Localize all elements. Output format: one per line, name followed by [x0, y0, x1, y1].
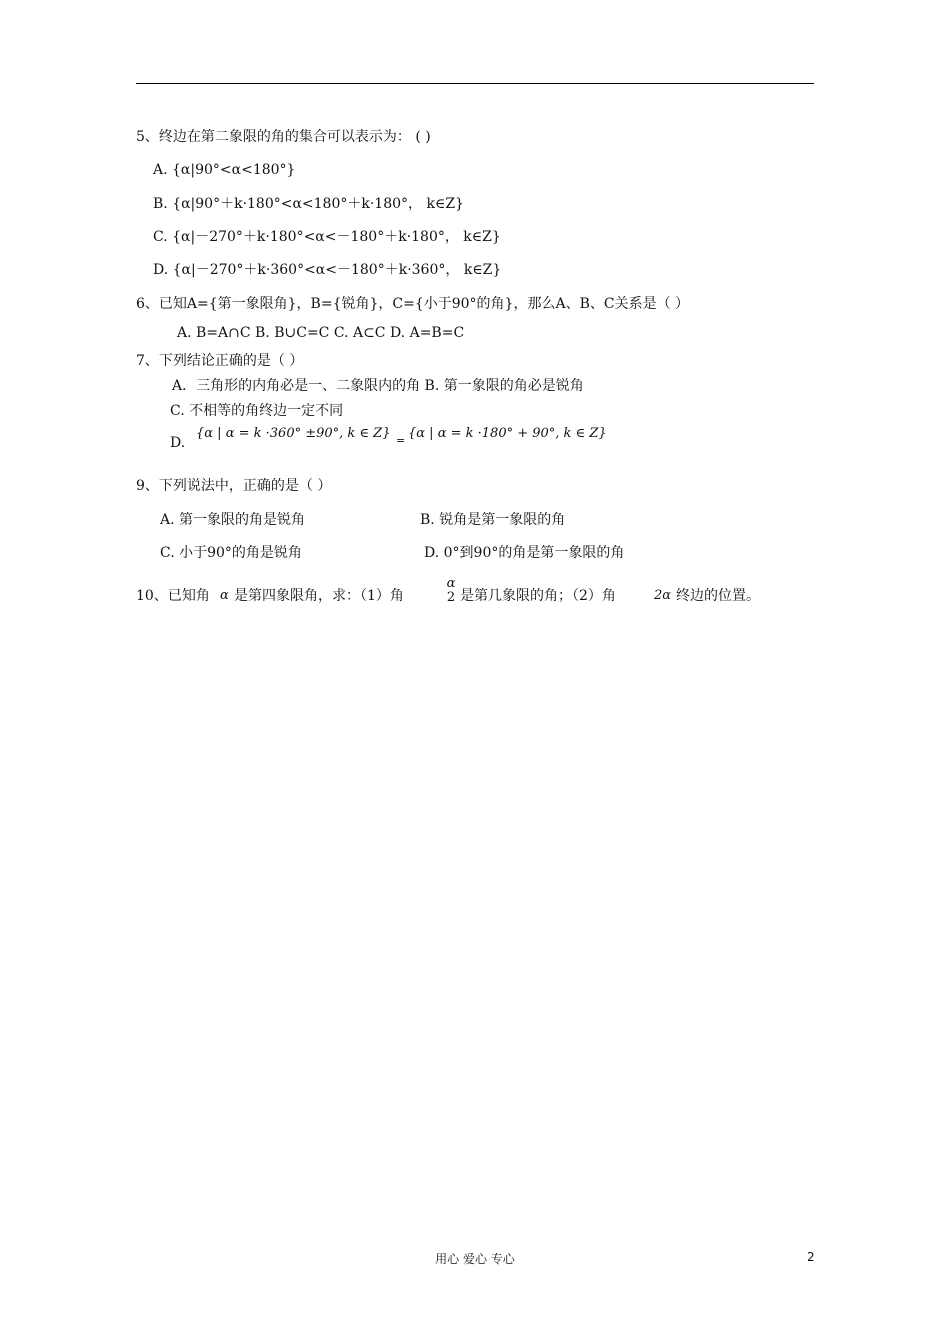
question-5-option-c: C. {α|－270°＋k·180°<α<－180°＋k·180°， k∈Z} — [153, 229, 501, 245]
question-9-option-b: B. 锐角是第一象限的角 — [420, 512, 566, 528]
question-7-option-d-left-set: {α | α = k ·360° ±90°, k ∈ Z} — [196, 426, 391, 441]
question-5-option-a: A. {α|90°<α<180°} — [153, 162, 296, 178]
page-footer: 用心 爱心 专心 — [435, 1252, 515, 1266]
header-rule — [136, 83, 814, 84]
question-5-option-b: B. {α|90°＋k·180°<α<180°＋k·180°， k∈Z} — [153, 196, 464, 212]
question-10-text-part2: 是第四象限角，求：（1）角 — [234, 588, 404, 604]
question-6-stem: 6、已知A={第一象限角}，B={锐角}，C={小于90°的角}，那么A、B、C关系是（ ） — [136, 296, 690, 312]
question-7-option-d-label: D. — [170, 435, 186, 451]
question-6-options: A. B=A∩C B. B∪C=C C. A⊂C D. A=B=C — [177, 325, 465, 341]
question-7-option-ab: A．三角形的内角必是一、二象限内的角 B. 第一象限的角必是锐角 — [172, 378, 584, 394]
question-10-two-alpha: 2α — [654, 588, 672, 603]
question-7-option-d-equals: = — [396, 434, 406, 447]
question-9-option-d: D. 0°到90°的角是第一象限的角 — [424, 545, 625, 561]
page-number: 2 — [807, 1250, 815, 1264]
question-10-alpha: α — [220, 588, 229, 603]
question-7-option-c: C. 不相等的角终边一定不同 — [170, 403, 344, 419]
question-7-stem: 7、下列结论正确的是（ ） — [136, 353, 304, 369]
fraction-numerator: α — [446, 576, 456, 591]
question-5-option-d: D. {α|－270°＋k·360°<α<－180°＋k·360°， k∈Z} — [153, 262, 502, 278]
question-10-text-part3: 是第几象限的角；（2）角 — [460, 588, 616, 604]
question-9-stem: 9、下列说法中，正确的是（ ） — [136, 478, 332, 494]
question-10-text-part1: 10、已知角 — [136, 588, 210, 604]
question-10-text-part4: 终边的位置。 — [676, 588, 760, 604]
question-10-fraction — [444, 577, 458, 605]
question-9-option-c: C. 小于90°的角是锐角 — [160, 545, 302, 561]
question-5-stem: 5、终边在第二象限的角的集合可以表示为： ( ) — [136, 129, 431, 145]
question-7-option-d-right-set: {α | α = k ·180° + 90°, k ∈ Z} — [408, 426, 607, 441]
question-9-option-a: A. 第一象限的角是锐角 — [160, 512, 306, 528]
fraction-denominator: 2 — [446, 590, 456, 605]
